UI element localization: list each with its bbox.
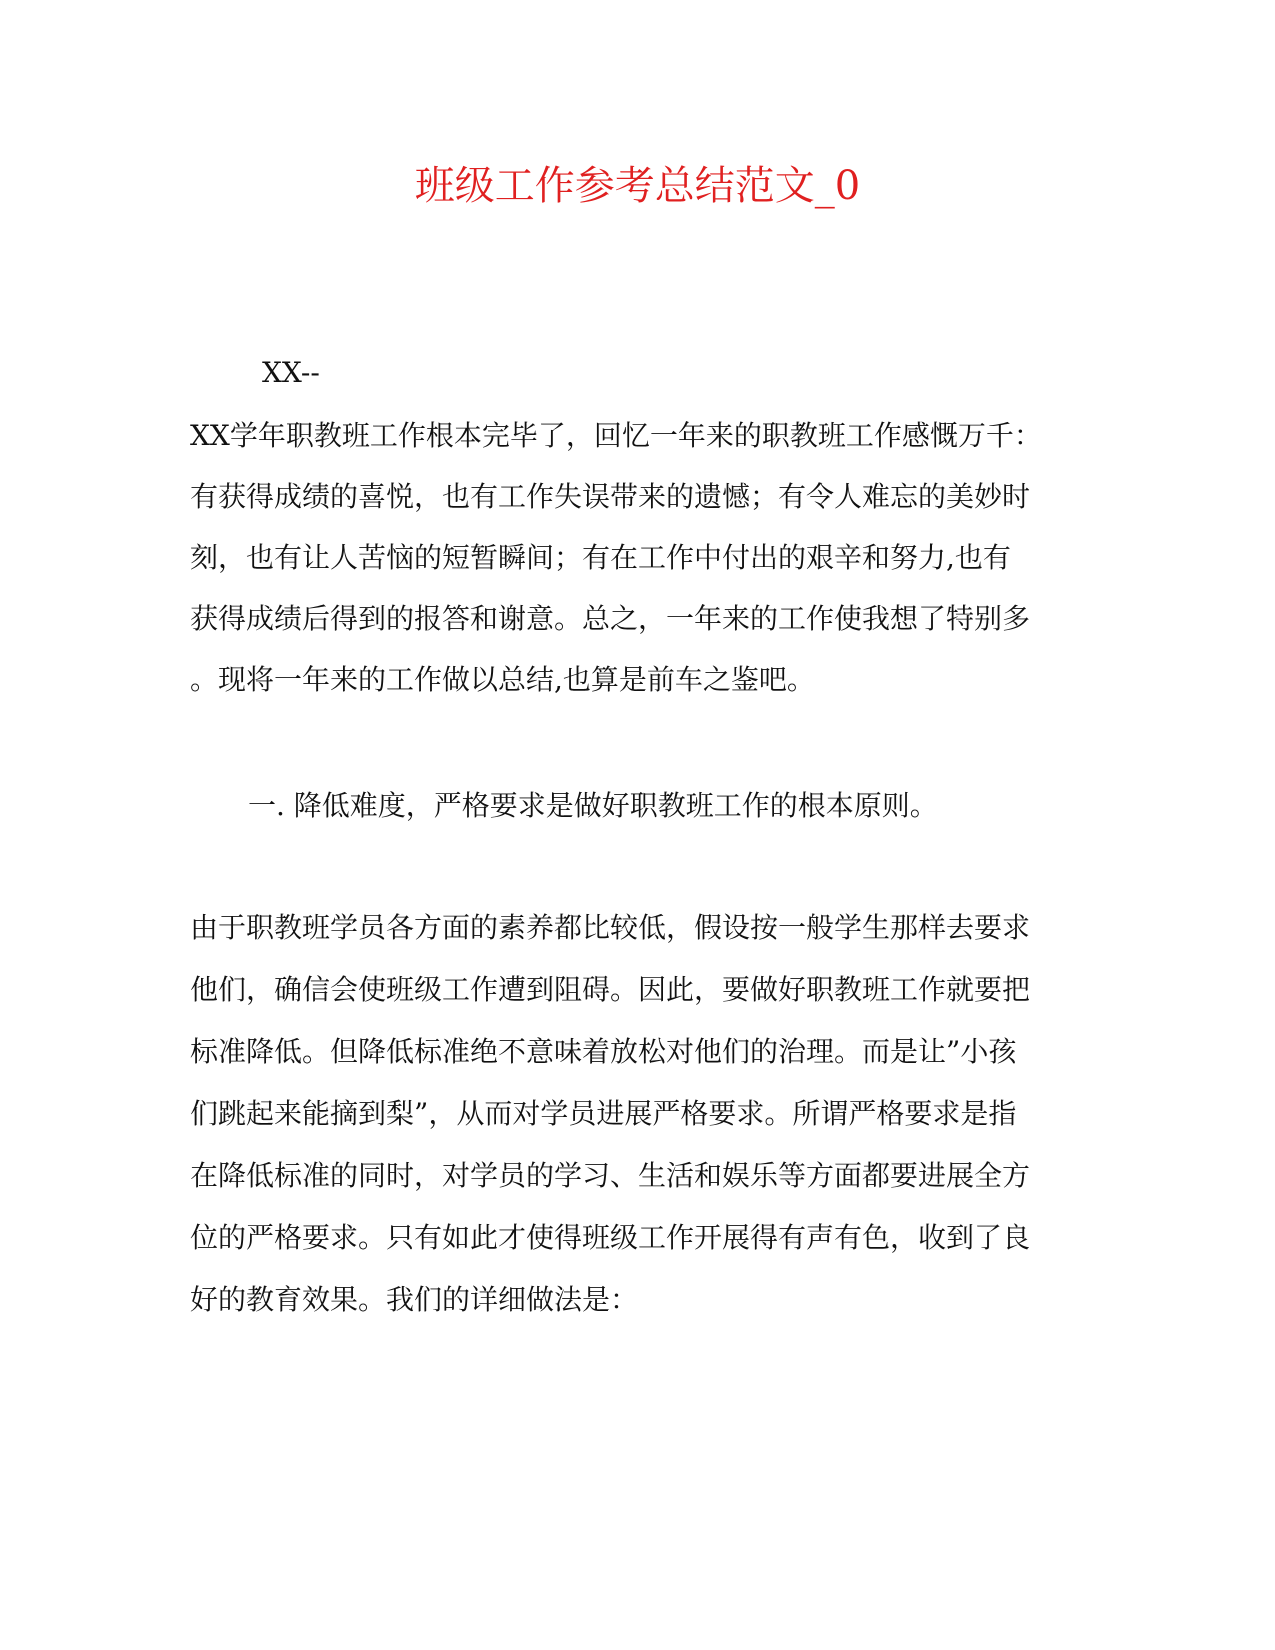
intro-prefix: XX-- (262, 356, 320, 389)
intro-line-1: XX学年职教班工作根本完毕了，回忆一年来的职教班工作感慨万千： (190, 419, 1042, 452)
section-line-6: 位的严格要求。只有如此才使得班级工作开展得有声有色，收到了良 (190, 1221, 1031, 1254)
section-line-4: 们跳起来能摘到梨”，从而对学员进展严格要求。所谓严格要求是指 (190, 1097, 1017, 1130)
section-line-2: 他们，确信会使班级工作遭到阻碍。因此，要做好职教班工作就要把 (190, 973, 1031, 1006)
intro-line-3: 刻，也有让人苦恼的短暂瞬间；有在工作中付出的艰辛和努力,也有 (190, 541, 1011, 574)
intro-line-5: 。现将一年来的工作做以总结,也算是前车之鉴吧。 (190, 663, 815, 696)
section-line-7: 好的教育效果。我们的详细做法是： (190, 1283, 639, 1316)
section-line-5: 在降低标准的同时，对学员的学习、生活和娱乐等方面都要进展全方 (190, 1159, 1031, 1192)
section-line-3: 标准降低。但降低标准绝不意味着放松对他们的治理。而是让”小孩 (190, 1035, 1017, 1068)
intro-line-4: 获得成绩后得到的报答和谢意。总之，一年来的工作使我想了特别多 (190, 602, 1031, 635)
section-line-1: 由于职教班学员各方面的素养都比较低，假设按一般学生那样去要求 (190, 911, 1031, 944)
document-title: 班级工作参考总结范文_0 (414, 163, 861, 209)
section-heading: 一. 降低难度，严格要求是做好职教班工作的根本原则。 (248, 789, 938, 822)
intro-line-2: 有获得成绩的喜悦，也有工作失误带来的遗憾；有令人难忘的美妙时 (190, 480, 1031, 513)
